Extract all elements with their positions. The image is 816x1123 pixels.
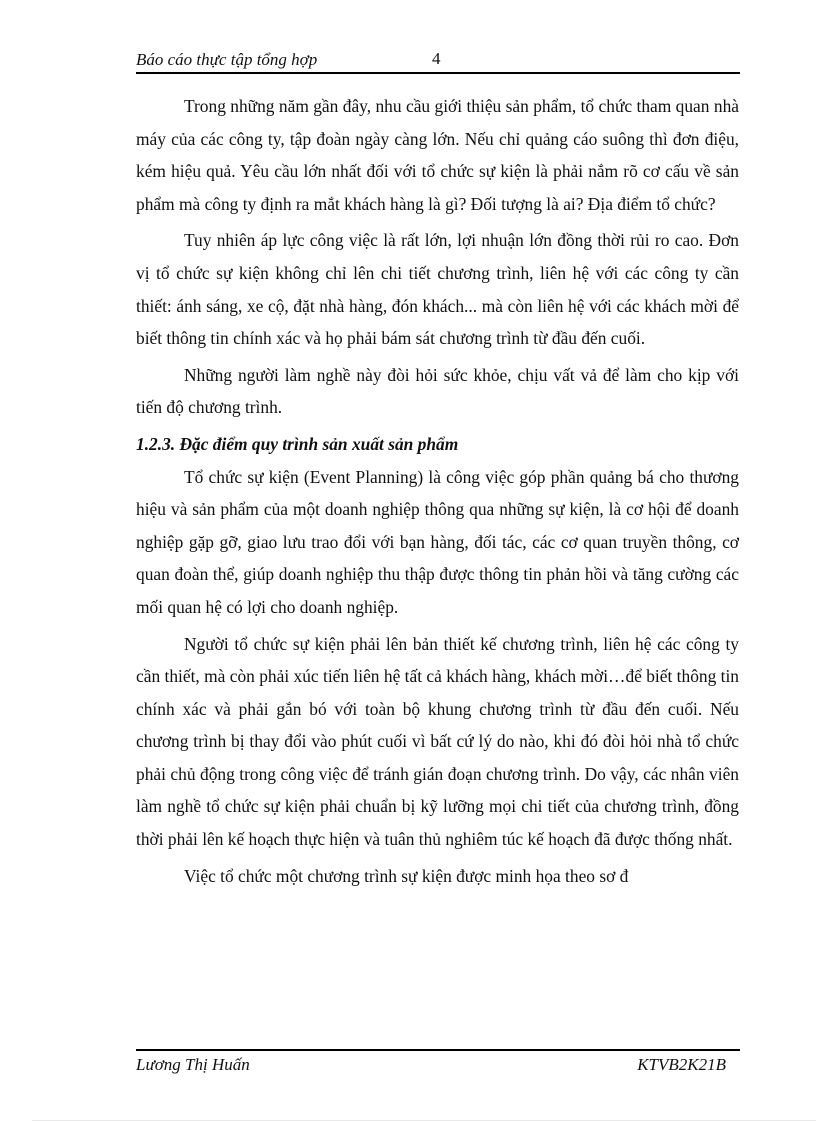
footer-author: Lương Thị Huấn	[136, 1055, 250, 1074]
page-number: 4	[432, 49, 441, 68]
page-footer	[136, 1049, 740, 1081]
page-body	[136, 90, 739, 892]
paragraph-diagram-intro: Việc tổ chức một chương trình sự kiện được minh họa theo sơ đ	[184, 865, 629, 886]
report-title: Báo cáo thực tập tổng hợp	[136, 50, 318, 69]
paragraph-workers: Những người làm nghề này đòi hỏi sức khỏe, chịu vất vả để làm cho kịp với tiến độ chương trình.	[136, 364, 739, 418]
page-bottom-divider	[32, 1120, 816, 1121]
paragraph-event-planning: Tổ chức sự kiện (Event Planning) là công việc góp phần quảng bá cho thương hiệu và sản phẩm của một doanh nghiệp thông qua những sự kiện, là cơ hội để doanh nghiệp gặp gỡ, giao lưu trao đổi với bạn hàng, đối tác, các cơ quan truyền thông, cơ quan đoàn thể, giúp doanh nghiệp thu thập được thông tin phản hồi và tăng cường các mối quan hệ có lợi cho doanh nghiệp.	[136, 466, 739, 617]
section-heading: 1.2.3. Đặc điểm quy trình sản xuất sản phẩm	[136, 433, 459, 454]
footer-code: KTVB2K21B	[637, 1055, 726, 1074]
paragraph-pressure: Tuy nhiên áp lực công việc là rất lớn, lợi nhuận lớn đồng thời rủi ro cao. Đơn vị tổ chức sự kiện không chỉ lên chi tiết chương trình, liên hệ với các công ty cần thiết: ánh sáng, xe cộ, đặt nhà hàng, đón khách... mà còn liên hệ với các khách mời để biết thông tin chính xác và họ phải bám sát chương trình từ đầu đến cuối.	[136, 230, 739, 349]
paragraph-organizer: Người tổ chức sự kiện phải lên bản thiết kế chương trình, liên hệ các công ty cần thiết, mà còn phải xúc tiến liên hệ tất cả khách hàng, khách mời…để biết thông tin chính xác và phải gắn bó với toàn bộ khung chương trình từ đầu đến cuối. Nếu chương trình bị thay đổi vào phút cuối vì bất cứ lý do nào, khi đó đòi hỏi nhà tổ chức phải chủ động trong công việc để tránh gián đoạn chương trình. Do vậy, các nhân viên làm nghề tổ chức sự kiện phải chuẩn bị kỹ lưỡng mọi chi tiết của chương trình, đồng thời phải lên kế hoạch thực hiện và tuân thủ nghiêm túc kế hoạch đã được thống nhất.	[136, 633, 739, 850]
page-header	[136, 48, 740, 74]
paragraph-demand: Trong những năm gần đây, nhu cầu giới thiệu sản phẩm, tổ chức tham quan nhà máy của các công ty, tập đoàn ngày càng lớn. Nếu chỉ quảng cáo suông thì đơn điệu, kém hiệu quả. Yêu cầu lớn nhất đối với tổ chức sự kiện là phải nắm rõ cơ cấu về sản phẩm mà công ty định ra mắt khách hàng là gì? Đối tượng là ai? Địa điểm tổ chức?	[136, 96, 739, 214]
